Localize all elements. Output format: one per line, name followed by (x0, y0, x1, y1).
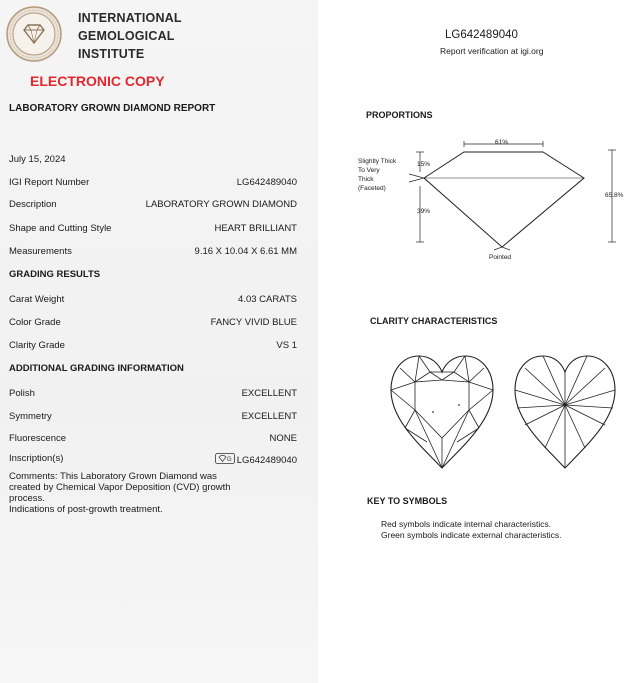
row-value: LABORATORY GROWN DIAMOND (145, 199, 297, 210)
row-value: VS 1 (276, 340, 297, 351)
report-row (9, 199, 297, 213)
row-value: EXCELLENT (241, 388, 297, 399)
comments-block (9, 471, 299, 515)
additional-grading-title: ADDITIONAL GRADING INFORMATION (9, 363, 184, 374)
grading-row (9, 317, 297, 331)
row-label: Polish (9, 388, 35, 399)
pavilion-percent: 39% (417, 208, 431, 215)
key-green-text: Green symbols indicate external characteristics. (381, 530, 562, 540)
girdle-label-line: (Faceted) (358, 185, 386, 192)
row-label: Clarity Grade (9, 340, 65, 351)
igi-seal-icon (6, 6, 62, 62)
crown-percent: 15% (417, 161, 431, 168)
report-title: LABORATORY GROWN DIAMOND REPORT (9, 103, 216, 114)
depth-percent: 65.8% (605, 192, 624, 199)
row-label: Description (9, 199, 57, 210)
comments-line: Indications of post-growth treatment. (9, 504, 163, 515)
row-label: IGI Report Number (9, 177, 90, 188)
proportions-title: PROPORTIONS (366, 110, 433, 120)
additional-row (9, 388, 297, 402)
org-name-line1: INTERNATIONAL (78, 11, 182, 25)
report-date: July 15, 2024 (9, 154, 66, 165)
org-name-line2: GEMOLOGICAL (78, 29, 175, 43)
org-name-line3: INSTITUTE (78, 47, 145, 61)
table-percent: 61% (495, 139, 509, 146)
comments-line: created by Chemical Vapor Deposition (CVD) growth (9, 482, 231, 493)
additional-row (9, 411, 297, 425)
svg-text:G: G (226, 457, 232, 463)
comments-line: process. (9, 493, 45, 504)
inclusion-mark (458, 404, 460, 406)
girdle-label-line: Slightly Thick (358, 158, 397, 165)
verification-link[interactable]: Report verification at igi.org (440, 46, 544, 56)
report-row (9, 246, 297, 260)
heart-pavilion-view (515, 356, 615, 468)
row-value: HEART BRILLIANT (214, 223, 297, 234)
grading-results-title: GRADING RESULTS (9, 269, 101, 280)
row-value: EXCELLENT (241, 411, 297, 422)
comments-line: Comments: This Laboratory Grown Diamond was (9, 471, 217, 482)
report-number-heading: LG642489040 (445, 29, 518, 41)
report-row (9, 177, 297, 191)
girdle-label-line: Thick (358, 176, 374, 183)
row-value: 4.03 CARATS (238, 294, 297, 305)
row-label: Carat Weight (9, 294, 65, 305)
row-label: Fluorescence (9, 433, 67, 444)
proportions-diagram (355, 130, 632, 270)
key-red-text: Red symbols indicate internal characteristics. (381, 519, 552, 529)
row-label: Inscription(s) (9, 453, 64, 464)
grading-row (9, 340, 297, 354)
row-value: FANCY VIVID BLUE (210, 317, 297, 328)
key-to-symbols-title: KEY TO SYMBOLS (367, 496, 448, 506)
diamond-profile-outline (424, 152, 584, 247)
additional-row (9, 433, 297, 447)
clarity-characteristics-title: CLARITY CHARACTERISTICS (370, 316, 498, 326)
report-row (9, 223, 297, 237)
clarity-plot-diagrams (385, 350, 625, 475)
row-label: Symmetry (9, 411, 52, 422)
culet-label: Pointed (489, 254, 512, 261)
igi-inscription-icon (215, 453, 235, 464)
row-label: Color Grade (9, 317, 61, 328)
electronic-copy-label: ELECTRONIC COPY (30, 73, 165, 89)
girdle-arrow (409, 174, 424, 182)
row-label: Shape and Cutting Style (9, 223, 112, 234)
girdle-label (358, 157, 396, 193)
additional-row (9, 453, 297, 467)
girdle-label-line: To Very (358, 167, 380, 174)
inclusion-mark (432, 411, 434, 413)
grading-row (9, 294, 297, 308)
heart-crown-view (391, 356, 493, 468)
row-value: LG642489040 (236, 177, 297, 188)
inscription-value: LG642489040 (236, 455, 297, 466)
inscription-value-wrap (215, 453, 297, 466)
row-value: NONE (269, 433, 297, 444)
row-label: Measurements (9, 246, 72, 257)
row-value: 9.16 X 10.04 X 6.61 MM (194, 246, 297, 257)
